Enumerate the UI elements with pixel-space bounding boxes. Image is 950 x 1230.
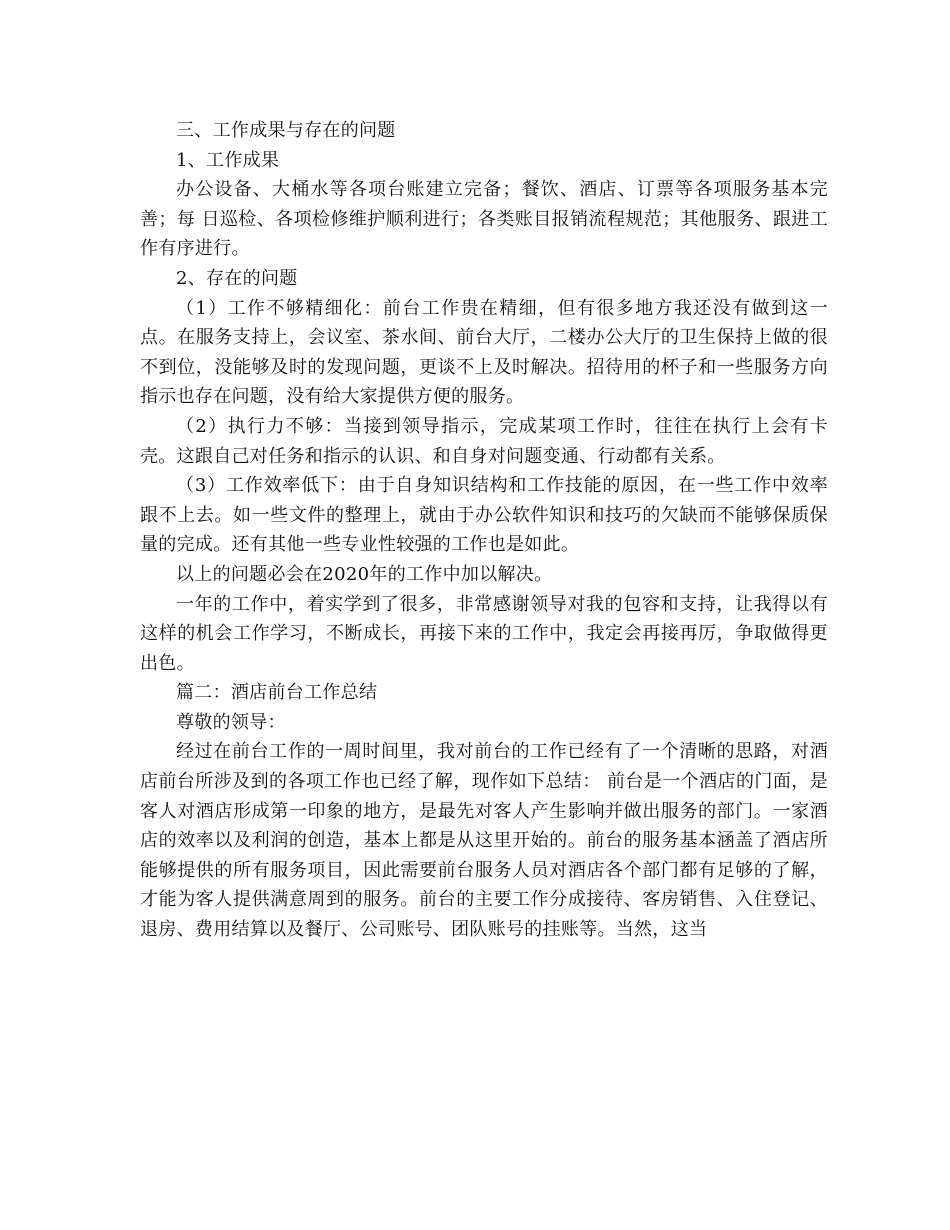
paragraph-problem-2: （2）执行力不够：当接到领导指示，完成某项工作时，往往在执行上会有卡壳。这跟自己对任务和指示的认识、和自身对问题变通、行动都有关系。	[140, 415, 828, 467]
section-heading-results-and-problems: 三、工作成果与存在的问题	[176, 120, 396, 141]
paragraph-problem-3: （3）工作效率低下：由于自身知识结构和工作技能的原因，在一些工作中效率跟不上去。如一些文件的整理上，就由于办公软件知识和技巧的欠缺而不能够保质保量的完成。还有其他一些专业性较强的工作也是如此。	[140, 475, 828, 556]
paragraph-front-desk-summary: 经过在前台工作的一周时间里，我对前台的工作已经有了一个清晰的思路，对酒店前台所涉及到的各项工作也已经了解，现作如下总结： 前台是一个酒店的门面，是客人对酒店形成第一印象的地方，是最先对客人产生影响并做出服务的部门。一家酒店的效率以及利润的创造，基本上都是从这里开始的。前台的服务基本涵盖了酒店所能够提供的所有服务项目，因此需要前台服务人员对酒店各个部门都有足够的了解，才能为客人提供满意周到的服务。前台的主要工作分成接待、客房销售、入住登记、退房、费用结算以及餐厅、公司账号、团队账号的挂账等。当然，这当	[140, 741, 828, 941]
subheading-existing-problems: 2、存在的问题	[176, 267, 298, 289]
document-body	[140, 116, 828, 945]
paragraph-year-summary: 一年的工作中，着实学到了很多，非常感谢领导对我的包容和支持，让我得以有这样的机会工作学习，不断成长，再接下来的工作中，我定会再接再厉，争取做得更出色。	[140, 593, 828, 674]
paragraph-resolution: 以上的问题必会在2020年的工作中加以解决。	[176, 563, 553, 585]
paragraph-problem-1: （1）工作不够精细化：前台工作贵在精细，但有很多地方我还没有做到这一点。在服务支持上，会议室、茶水间、前台大厅，二楼办公大厅的卫生保持上做的很不到位，没能够及时的发现问题，更谈不上及时解决。招待用的杯子和一些服务方向指示也存在问题，没有给大家提供方便的服务。	[140, 297, 828, 408]
article-two-title: 篇二：酒店前台工作总结	[176, 682, 378, 704]
salutation: 尊敬的领导：	[176, 711, 286, 733]
paragraph-work-results: 办公设备、大桶水等各项台账建立完备；餐饮、酒店、订票等各项服务基本完善；每 日巡检、各项检修维护顺利进行；各类账目报销流程规范；其他服务、跟进工作有序进行。	[140, 179, 828, 260]
subheading-work-results: 1、工作成果	[176, 149, 280, 171]
